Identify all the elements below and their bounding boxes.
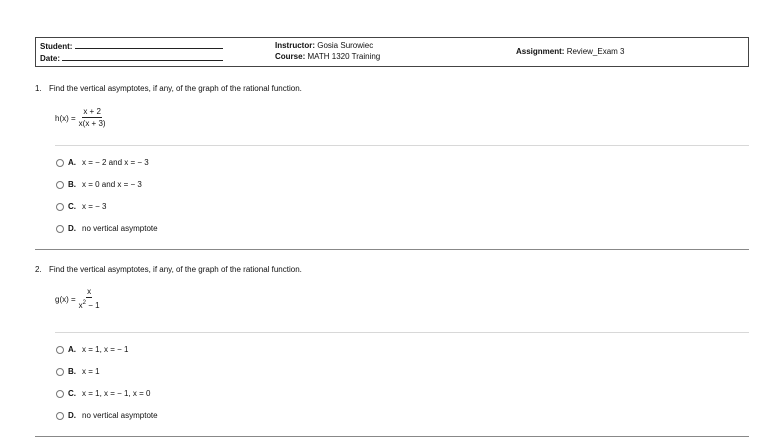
function-expression [55,287,101,311]
option-text: x = 1, x = − 1, x = 0 [82,389,151,398]
student-blank [75,41,223,49]
question-divider [35,249,749,250]
date-label: Date: [40,53,61,63]
separator [55,145,749,146]
option-text: x = 1 [82,367,100,376]
course-label: Course: [275,51,306,61]
option-letter: D. [68,224,76,233]
question-text [35,265,302,274]
radio-button[interactable] [56,390,64,398]
radio-button[interactable] [56,225,64,233]
option-c[interactable] [56,202,106,211]
instructor-course-cell [275,41,380,62]
option-b[interactable] [56,180,142,189]
denominator: x(x + 3) [78,119,106,128]
assignment-label: Assignment: [516,47,565,56]
option-letter: C. [68,389,76,398]
instructor-name: Gosia Surowiec [317,41,374,50]
numerator: x [87,287,92,296]
option-letter: A. [68,158,76,167]
question-prompt: Find the vertical asymptotes, if any, of the graph of the rational function. [49,84,302,93]
option-a[interactable] [56,345,128,354]
denominator-rest: − 1 [86,301,100,310]
fraction [78,287,101,311]
radio-button[interactable] [56,368,64,376]
question-prompt: Find the vertical asymptotes, if any, of the graph of the rational function. [49,265,302,274]
option-text: x = − 3 [82,202,107,211]
function-name: h(x) = [55,113,76,123]
denominator-exponent: 2 [82,300,87,306]
option-text: no vertical asymptote [82,224,158,233]
option-text: x = 0 and x = − 3 [82,180,142,189]
option-d[interactable] [56,224,158,233]
option-b[interactable] [56,367,100,376]
radio-button[interactable] [56,203,64,211]
option-text: no vertical asymptote [82,411,158,420]
option-d[interactable] [56,411,158,420]
question-number: 1. [35,84,42,93]
radio-button[interactable] [56,346,64,354]
option-letter: B. [68,367,76,376]
assignment-name: Review_Exam 3 [566,47,625,56]
radio-button[interactable] [56,181,64,189]
question-text [35,84,302,93]
separator [55,332,749,333]
option-a[interactable] [56,158,149,167]
option-text: x = − 2 and x = − 3 [82,158,149,167]
denominator [78,298,101,311]
option-text: x = 1, x = − 1 [82,345,129,354]
radio-button[interactable] [56,412,64,420]
denominator-base: x [78,301,83,310]
option-letter: A. [68,345,76,354]
fraction [78,107,107,129]
function-expression [55,107,107,129]
instructor-label: Instructor: [275,41,315,50]
assignment-cell [516,47,625,58]
option-letter: C. [68,202,76,211]
question-divider [35,436,749,437]
function-name: g(x) = [55,294,76,304]
student-label: Student: [40,42,73,51]
course-name: MATH 1320 Training [307,51,381,61]
question-number: 2. [35,265,42,274]
option-letter: D. [68,411,76,420]
student-date-cell [40,41,223,64]
radio-button[interactable] [56,159,64,167]
numerator: x + 2 [83,107,101,116]
date-blank [62,53,223,61]
option-c[interactable] [56,389,150,398]
option-letter: B. [68,180,76,189]
header-box [35,37,749,67]
